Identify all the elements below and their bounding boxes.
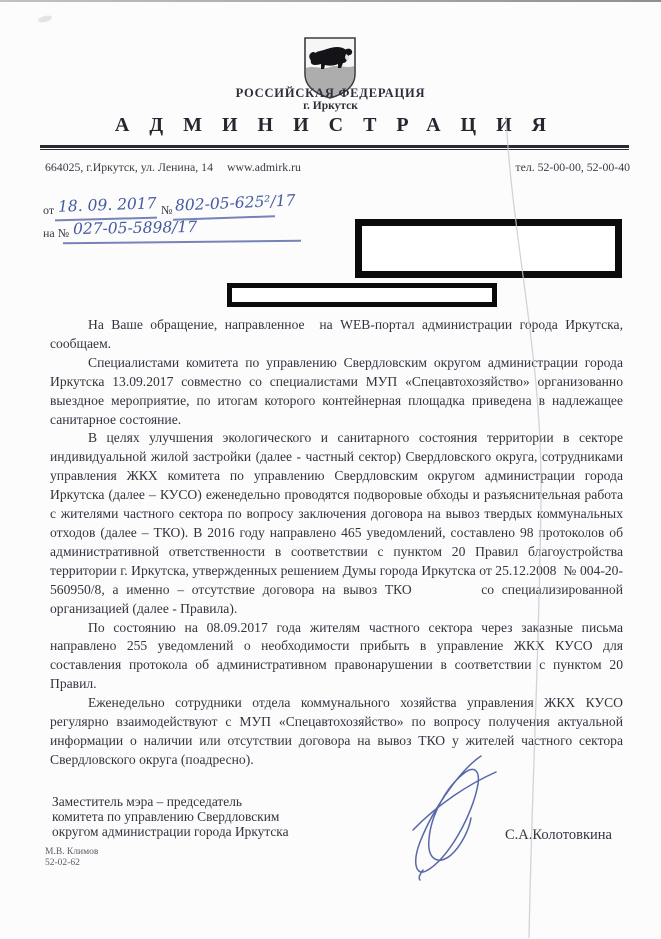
signer-position-line: Заместитель мэра – председатель (52, 794, 243, 809)
paragraph: На Ваше обращение, направленное на WEB-портал администрации города Иркутска, сообщаем. (50, 317, 623, 351)
handwritten-date: 18. 09. 2017 (57, 194, 157, 216)
phone-numbers: тел. 52-00-00, 52-00-40 (515, 160, 630, 174)
signer-position-line: округом администрации города Иркутска (52, 824, 289, 839)
executor-block (45, 847, 98, 869)
handwritten-incoming-number: 027-05-5898/17 (72, 217, 198, 239)
from-label: от (43, 203, 55, 217)
signer-position (52, 794, 289, 839)
postal-address (45, 160, 301, 175)
website-text: www.admirk.ru (226, 160, 301, 174)
scan-smudge (37, 14, 52, 23)
signer-name: С.А.Колотовкина (505, 827, 612, 843)
header-organization-title: АДМИНИСТРАЦИЯ (114, 114, 567, 136)
handwritten-signature (393, 742, 517, 884)
letter-body (50, 316, 623, 770)
paragraph: По состоянию на 08.09.2017 года жителям частного сектора через заказные письма направлено 255 уведомлений о необходимости прибыть в управление ЖКХ КУСО для составления протокола об административном правонарушении в соответствии с пунктом 20 Правил. (50, 619, 623, 692)
paragraph: В целях улучшения экологического и санитарного состояния территории в секторе индивидуальной жилой застройки (далее - частный сектор) Свердловского округа, сотрудниками управления ЖКХ комитета по управлению Свердловским округом администрации города Иркутска (далее – КУСО) еженедельно проводятся подворовые обходы и разъяснительная работа с жителями частного сектора по вопросу заключения договора на вывоз твердых коммунальных отходов (далее – ТКО). В 2016 году направлено 465 уведомлений, составлено 98 протоколов об административной ответственности в соответствии с пунктом 20 Правил благоустройства территории г. Иркутска, утвержденных решением Думы города Иркутска от 25.12.2008 № 004-20-560950/8, а именно – отсутствие договора на вывоз ТКО со специализированной организацией (далее - Правила). (50, 430, 623, 616)
street-address: 664025, г.Иркутск, ул. Ленина, 14 (45, 160, 213, 174)
paragraph: Специалистами комитета по управлению Свердловским округом администрации города Иркутска 13.09.2017 совместно со специалистами МУП «Спецавтохозяйство» организованно выездное мероприятие, по итогам которого контейнерная площадка приведена в надлежащее санитарное состояние. (50, 354, 623, 427)
number-label: № (161, 203, 173, 217)
paragraph: Еженедельно сотрудники отдела коммунального хозяйства управления ЖКХ КУСО регулярно взаимодействуют с МУП «Спецавтохозяйство» по вопросу получения актуальной информации о наличии или отсутствии договора на вывоз ТКО у жителей частного сектора Свердловского округа (поадресно). (50, 695, 623, 767)
header-city: г. Иркутск (303, 100, 358, 112)
executor-phone: 52-02-62 (45, 858, 80, 868)
handwritten-outgoing-number: 802-05-625²/17 (174, 191, 296, 215)
redaction-box-recipient (355, 219, 622, 278)
address-row (45, 160, 630, 175)
executor-name: М.В. Климов (45, 847, 99, 857)
redaction-box-address (227, 283, 497, 307)
header-double-rule (40, 145, 629, 150)
underline (63, 240, 301, 244)
reply-to-label: на № (43, 226, 70, 240)
reference-block (43, 192, 373, 252)
signer-position-line: комитета по управлению Свердловским (52, 809, 280, 824)
header-country: РОССИЙСКАЯ ФЕДЕРАЦИЯ (235, 86, 426, 100)
